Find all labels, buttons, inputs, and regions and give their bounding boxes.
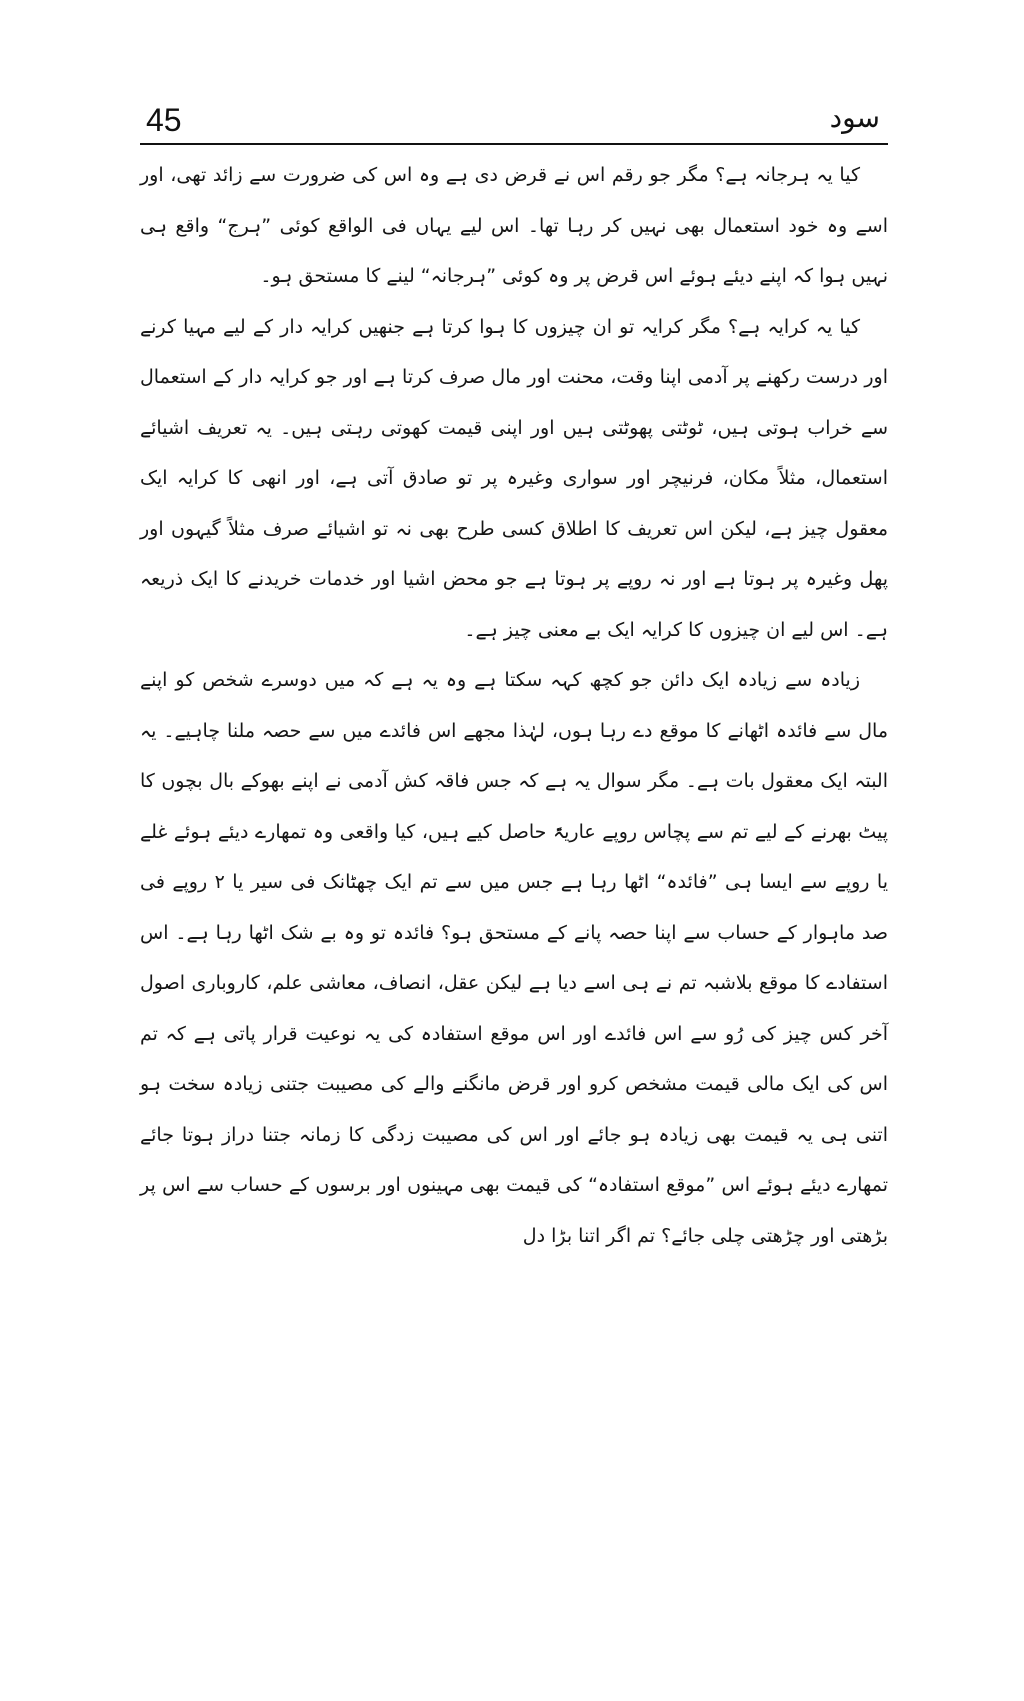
header-rule	[140, 143, 888, 145]
paragraph: کیا یہ کرایہ ہے؟ مگر کرایہ تو ان چیزوں کا ہوا کرتا ہے جنھیں کرایہ دار کے لیے مہیا کرنے اور درست رکھنے پر آدمی اپنا وقت، محنت اور مال صرف کرتا ہے اور جو کرایہ دار کے استعمال سے خراب ہوتی ہیں، ٹوٹتی پھوٹتی ہیں اور اپنی قیمت کھوتی رہتی ہیں۔ یہ تعریف اشیائے استعمال، مثلاً مکان، فرنیچر اور سواری وغیرہ پر تو صادق آتی ہے، اور انھی کا کرایہ ایک معقول چیز ہے، لیکن اس تعریف کا اطلاق کسی طرح بھی نہ تو اشیائے صرف مثلاً گیہوں اور پھل وغیرہ پر ہوتا ہے اور نہ روپے پر ہوتا ہے جو محض اشیا اور خدمات خریدنے کا ایک ذریعہ ہے۔ اس لیے ان چیزوں کا کرایہ ایک بے معنی چیز ہے۔	[140, 315, 888, 641]
page-header	[140, 92, 888, 138]
paragraph: زیادہ سے زیادہ ایک دائن جو کچھ کہہ سکتا ہے وہ یہ ہے کہ میں دوسرے شخص کو اپنے مال سے فائدہ اٹھانے کا موقع دے رہا ہوں، لہٰذا مجھے اس فائدے میں سے حصہ ملنا چاہیے۔ یہ البتہ ایک معقول بات ہے۔ مگر سوال یہ ہے کہ جس فاقہ کش آدمی نے اپنے بھوکے بال بچوں کا پیٹ بھرنے کے لیے تم سے پچاس روپے عاریۃً حاصل کیے ہیں، کیا واقعی وہ تمھارے دیئے ہوئے غلے یا روپے سے ایسا ہی ”فائدہ“ اٹھا رہا ہے جس میں سے تم ایک چھٹانک فی سیر یا ۲ روپے فی صد ماہوار کے حساب سے اپنا حصہ پانے کے مستحق ہو؟ فائدہ تو وہ بے شک اٹھا رہا ہے۔ اس استفادے کا موقع بلاشبہ تم نے ہی اسے دیا ہے لیکن عقل، انصاف، معاشی علم، کاروباری اصول آخر کس چیز کی رُو سے اس فائدے اور اس موقع استفادہ کی یہ نوعیت قرار پاتی ہے کہ تم اس کی ایک مالی قیمت مشخص کرو اور قرض مانگنے والے کی مصیبت جتنی زیادہ سخت ہو اتنی ہی یہ قیمت بھی زیادہ ہو جائے اور اس کی مصیبت زدگی کا زمانہ جتنا دراز ہوتا جائے تمھارے دیئے ہوئے اس ”موقع استفادہ“ کی قیمت بھی مہینوں اور برسوں کے حساب سے اس پر بڑھتی اور چڑھتی چلی جائے؟ تم اگر اتنا بڑا دل	[140, 669, 888, 1247]
page-number: 45	[146, 102, 182, 138]
paragraph: کیا یہ ہرجانہ ہے؟ مگر جو رقم اس نے قرض دی ہے وہ اس کی ضرورت سے زائد تھی، اور اسے وہ خود استعمال بھی نہیں کر رہا تھا۔ اس لیے یہاں فی الواقع کوئی ”ہرج“ واقع ہی نہیں ہوا کہ اپنے دیئے ہوئے اس قرض پر وہ کوئی ”ہرجانہ“ لینے کا مستحق ہو۔	[140, 164, 888, 287]
body-text	[140, 150, 888, 1261]
running-title: سود	[829, 101, 880, 134]
